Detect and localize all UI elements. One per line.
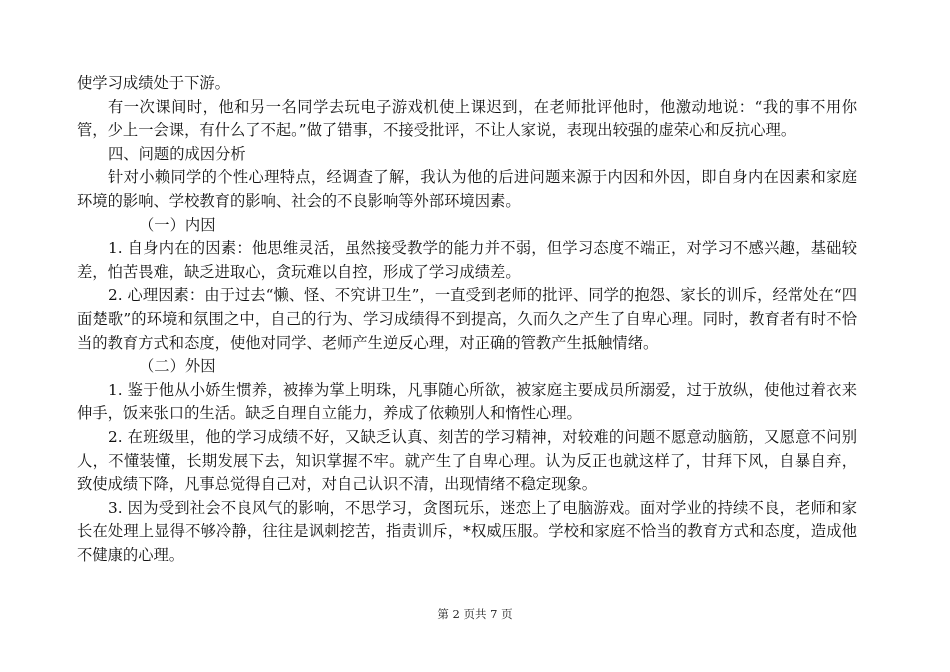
paragraph-external-factor-1: 1. 鉴于他从小娇生惯养，被捧为掌上明珠，凡事随心所欲，被家庭主要成员所溺爱，过于放纵，使他过着衣来伸手，饭来张口的生活。缺乏自理自立能力，养成了依赖别人和惰性心理。 xyxy=(77,380,857,423)
subheading-internal-causes: （一）内因 xyxy=(139,215,216,234)
paragraph-internal-factor-1: 1. 自身内在的因素：他思维灵活，虽然接受教学的能力并不弱，但学习态度不端正，对学习不感兴趣，基础较差，怕苦畏难，缺乏进取心，贪玩难以自控，形成了学习成绩差。 xyxy=(77,239,857,281)
subheading-external-causes: （二）外因 xyxy=(139,357,216,376)
paragraph-continuation: 使学习成绩处于下游。 xyxy=(77,74,230,92)
paragraph-cause-overview: 针对小赖同学的个性心理特点，经调查了解，我认为他的后进问题来源于内因和外因，即自身内在因素和家庭环境的影响、学校教育的影响、社会的不良影响等外部环境因素。 xyxy=(77,168,857,210)
page-number-footer: 第 2 页共 7 页 xyxy=(437,607,513,621)
paragraph-internal-factor-2: 2. 心理因素：由于过去“懒、怪、不究讲卫生”，一直受到老师的批评、同学的抱怨、家长的训斥，经常处在“四面楚歌”的环境和氛围之中，自己的行为、学习成绩得不到提高，久而久之产生了自卑心理。同时，教育者有时不恰当的教育方式和态度，使他对同学、老师产生逆反心理，对正确的管教产生抵触情绪。 xyxy=(77,286,857,352)
paragraph-external-factor-3: 3. 因为受到社会不良风气的影响，不思学习，贪图玩乐，迷恋上了电脑游戏。面对学业的持续不良，老师和家长在处理上显得不够冷静，往往是讽刺挖苦，指责训斥，*权威压服。学校和家庭不恰当的教育方式和态度，造成他不健康的心理。 xyxy=(77,498,857,564)
paragraph-external-factor-2: 2. 在班级里，他的学习成绩不好，又缺乏认真、刻苦的学习精神，对较难的问题不愿意动脑筋，又愿意不问别人，不懂装懂，长期发展下去，知识掌握不牢。就产生了自卑心理。认为反正也就这样了，甘拜下风，自暴自弃，致使成绩下降，凡事总觉得自己对，对自己认识不清，出现情绪不稳定现象。 xyxy=(77,427,857,494)
section-heading-cause-analysis: 四、问题的成因分析 xyxy=(108,144,246,163)
document-page xyxy=(77,72,857,567)
paragraph-class-incident: 有一次课间时，他和另一名同学去玩电子游戏机使上课迟到，在老师批评他时，他激动地说：“我的事不用你管，少上一会课，有什么了不起。”做了错事，不接受批评，不让人家说，表现出较强的虚荣心和反抗心理。 xyxy=(77,97,857,140)
